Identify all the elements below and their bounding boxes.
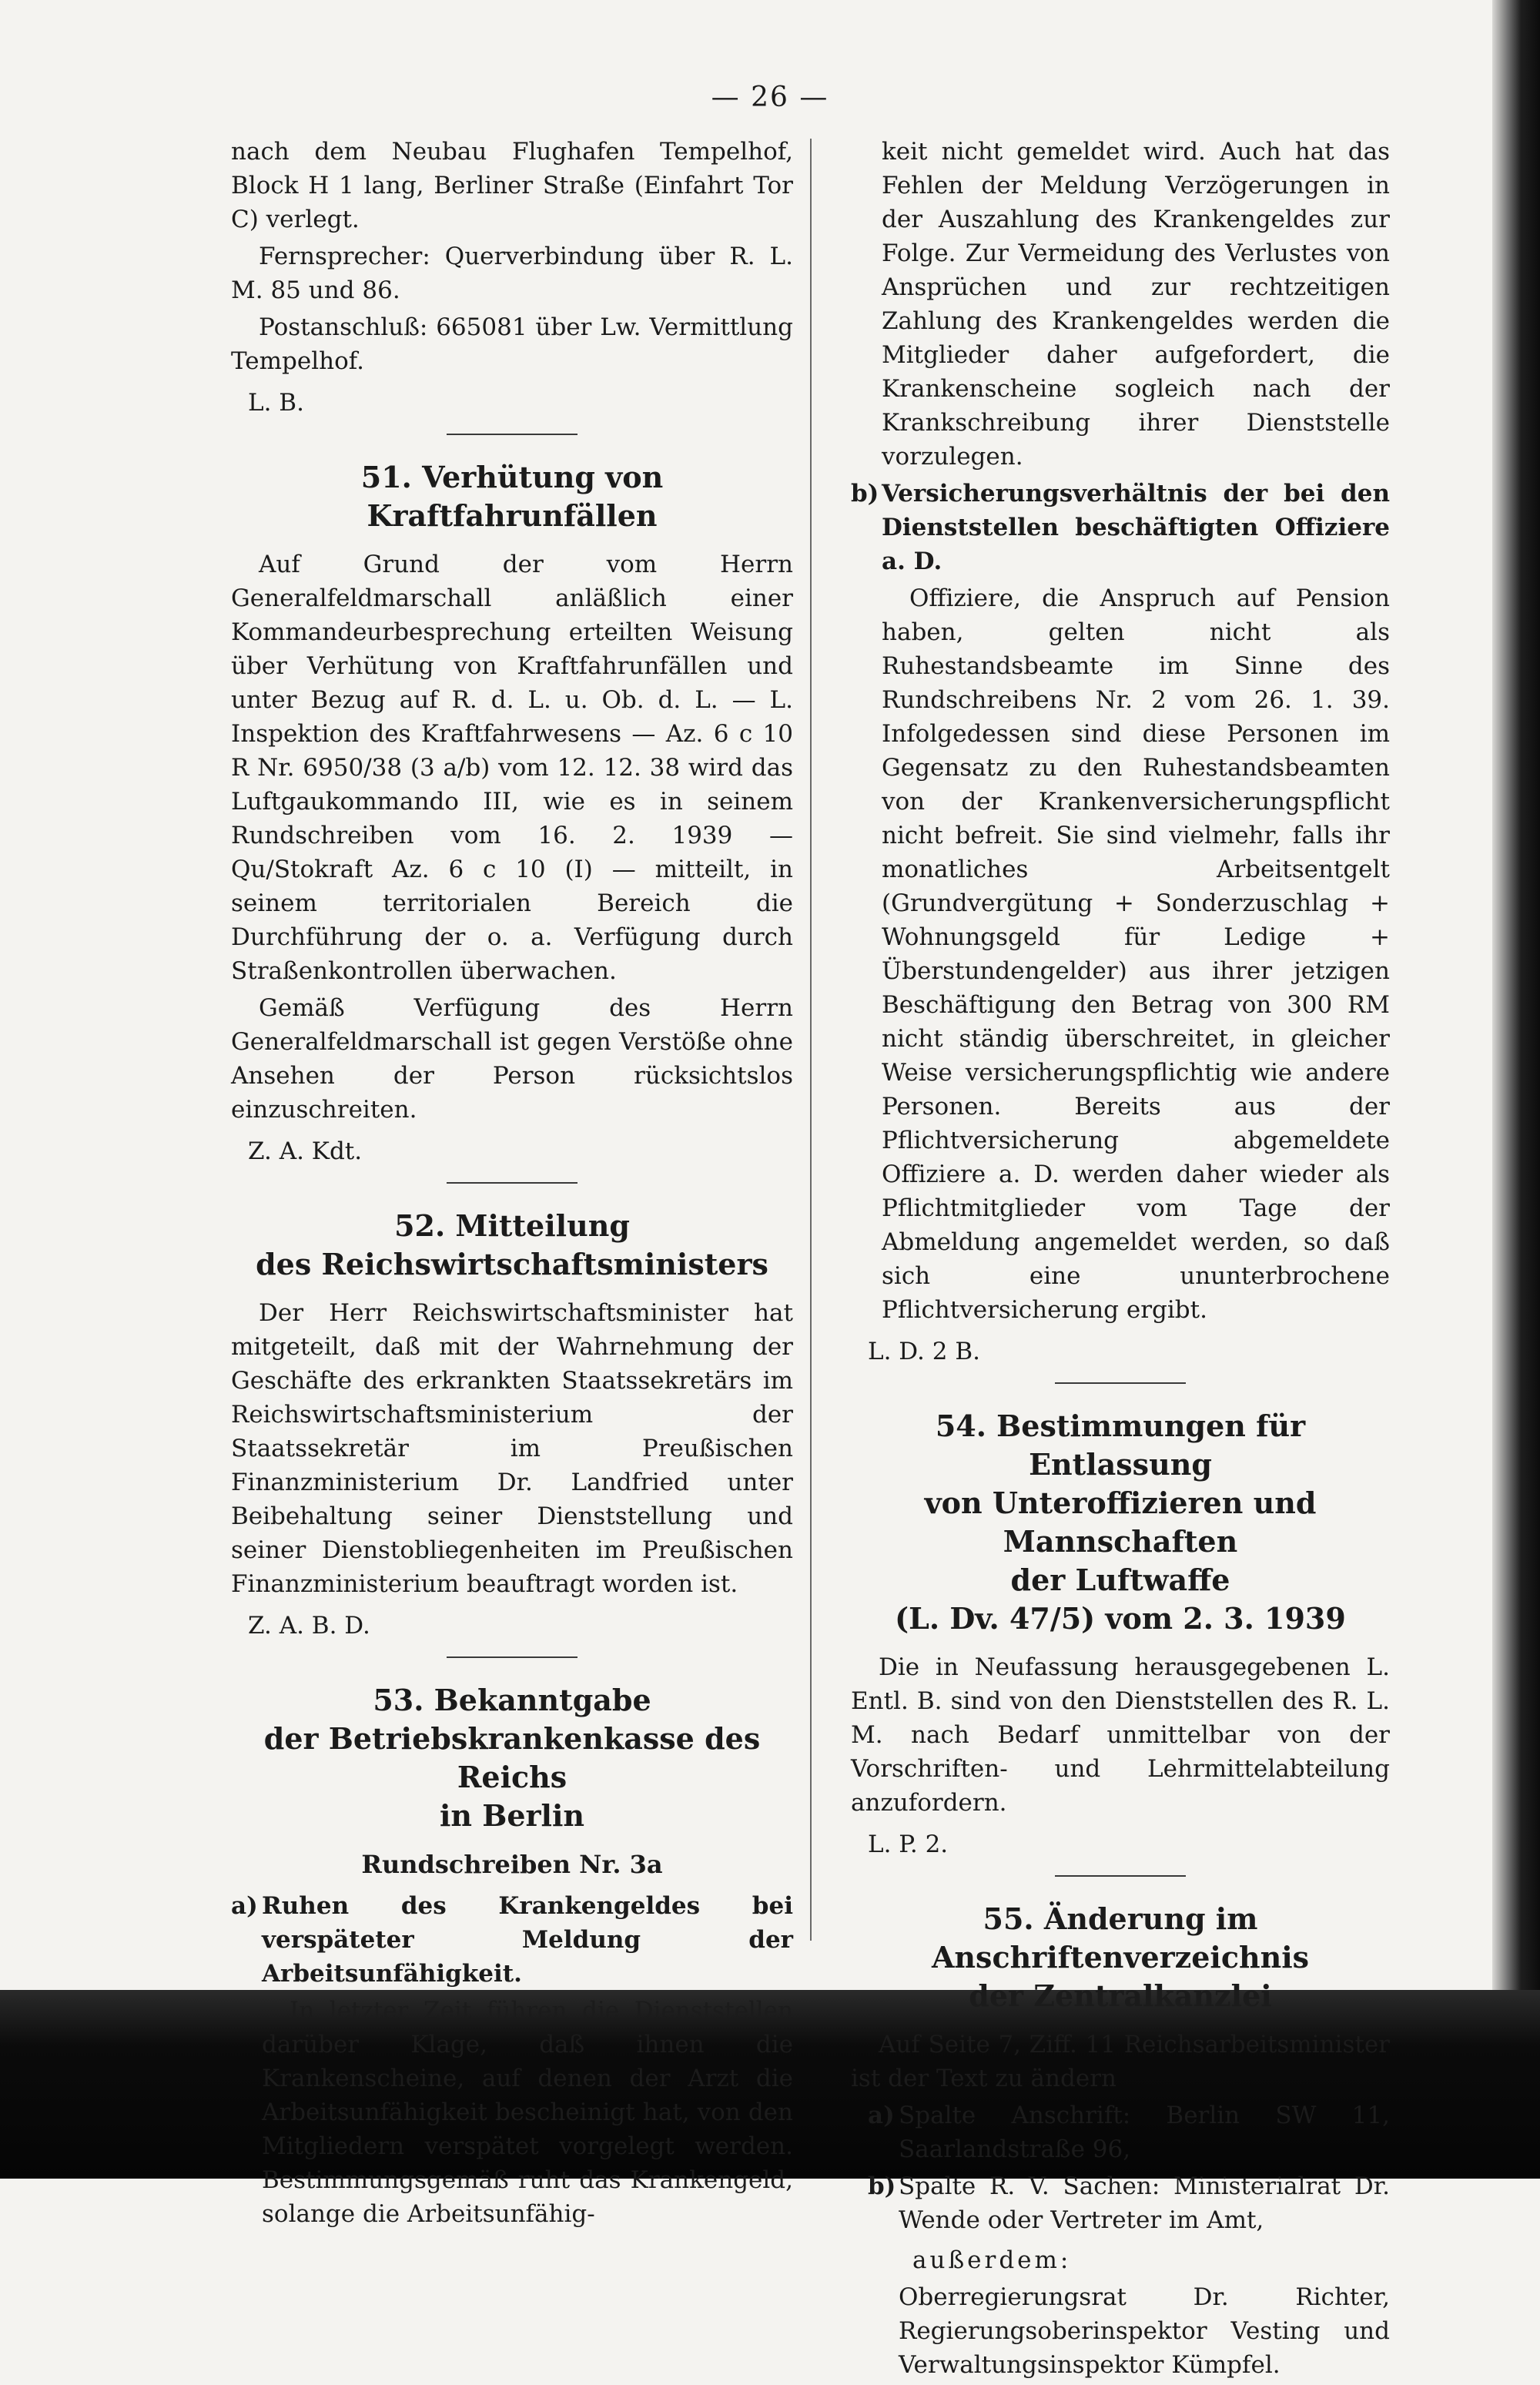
intro-paragraph-3: Postanschluß: 665081 über Lw. Vermittlung Tempelhof. (231, 313, 793, 375)
section-53-item-a-text: In letzter Zeit führen die Dienststellen darüber Klage, daß ihnen die Krankenscheine, auf denen der Arzt die Arbeitsunfähigkeit bescheinigt hat, von den Mitgliedern verspätet vorgelegt werden. Bestimmungsgemäß ruht das Krankengeld, solange die Arbeitsunfähig- (262, 1997, 793, 2228)
section-55-extra: Oberregierungsrat Dr. Richter, Regierungsoberinspektor Vesting und Verwaltungsinspektor Kümpfel. (899, 2283, 1390, 2379)
section-55-title-line-1: 55. Änderung im Anschriftenverzeichnis (931, 1901, 1310, 1975)
section-54-title-line-2: von Unteroffizieren und Mannschaften (924, 1486, 1317, 1559)
section-54-title (851, 1407, 1390, 1638)
section-53-signature: L. D. 2 B. (868, 1338, 980, 1365)
item-title: Versicherungsverhältnis der bei den Dienststellen beschäftigten Offiziere a. D. (882, 480, 1390, 575)
section-51-paragraph-2: Gemäß Verfügung des Herrn Generalfeldmarschall ist gegen Verstöße ohne Ansehen der Person rücksichtslos einzuschreiten. (231, 994, 793, 1124)
section-55-item-b (868, 2169, 1390, 2237)
section-rule (447, 434, 578, 435)
section-54-title-line-4: (L. Dv. 47/5) vom 2. 3. 1939 (895, 1601, 1346, 1636)
right-column (851, 135, 1390, 2385)
section-53-item-b (851, 477, 1390, 578)
section-rule (1055, 1382, 1186, 1384)
page-edge-shadow-right (1492, 0, 1540, 2002)
intro-paragraph-1: nach dem Neubau Flughafen Tempelhof, Block H 1 lang, Berliner Straße (Einfahrt Tor C) verlegt. (231, 138, 793, 233)
intro-signature: L. B. (248, 389, 304, 417)
intro-paragraph-2: Fernsprecher: Querverbindung über R. L. M. 85 und 86. (231, 243, 793, 304)
section-53-title (231, 1681, 793, 1835)
section-51-title: 51. Verhütung von Kraftfahrunfällen (360, 460, 664, 533)
section-52-title (231, 1207, 793, 1284)
item-label: b) (851, 480, 879, 507)
section-55-title-line-2: der Zentralkanzlei (969, 1978, 1272, 2013)
item-label: a) (868, 2102, 895, 2129)
section-53-title-line-3: in Berlin (439, 1798, 585, 1833)
section-54-title-line-1: 54. Bestimmungen für Entlassung (935, 1409, 1306, 1482)
section-53-title-line-1: 53. Bekanntgabe (373, 1683, 651, 1717)
section-53-continuation: keit nicht gemeldet wird. Auch hat das Fehlen der Meldung Verzögerungen in der Auszahlung des Krankengeldes zur Folge. Zur Vermeidung des Verlustes von Ansprüchen und zur rechtzeitigen Zahlung des Krankengeldes werden die Mitglieder daher aufgefordert, die Krankenscheine sogleich nach der Krankschreibung ihrer Dienststelle vorzulegen. (882, 138, 1390, 471)
section-53-subtitle: Rundschreiben Nr. 3a (361, 1850, 663, 1879)
section-55-item-a (868, 2099, 1390, 2166)
section-55-title (851, 1900, 1390, 2015)
section-54-paragraph-1: Die in Neufassung herausgegebenen L. Entl. B. sind von den Dienststellen des R. L. M. nach Bedarf unmittelbar von der Vorschriften- und Lehrmittelabteilung anzufordern. (851, 1653, 1390, 1817)
item-text: Spalte R. V. Sachen: Ministerialrat Dr. Wende oder Vertreter im Amt, (899, 2172, 1390, 2234)
item-label: b) (868, 2172, 896, 2200)
section-rule (447, 1182, 578, 1184)
section-53-item-b-text: Offiziere, die Anspruch auf Pension haben, gelten nicht als Ruhestandsbeamte im Sinne des Rundschreibens Nr. 2 vom 26. 1. 39. Infolgedessen sind diese Personen im Gegensatz zu den Ruhestandsbeamten von der Krankenversicherungspflicht nicht befreit. Sie sind vielmehr, falls ihr monatliches Arbeitsentgelt (Grundvergütung + Sonderzuschlag + Wohnungsgeld für Ledige + Überstundengelder) aus ihrer jetzigen Beschäftigung den Betrag von 300 RM nicht ständig überschreitet, in gleicher Weise versicherungspflichtig wie andere Personen. Bereits aus der Pflichtversicherung abgemeldete Offiziere a. D. werden daher wieder als Pflichtmitglieder vom Tage der Abmeldung angemeldet werden, so daß sich eine ununterbrochene Pflichtversicherung ergibt. (882, 585, 1390, 1324)
item-title: Ruhen des Krankengeldes bei verspäteter Meldung der Arbeitsunfähigkeit. (262, 1892, 793, 1988)
left-column (231, 135, 793, 2234)
section-54-signature: L. P. 2. (868, 1831, 949, 1858)
section-rule (447, 1656, 578, 1658)
item-text: Spalte Anschrift: Berlin SW 11, Saarlandstraße 96, (899, 2102, 1390, 2163)
section-55-paragraph-1: Auf Seite 7, Ziff. 11 Reichsarbeitsminister ist der Text zu ändern (851, 2031, 1390, 2092)
item-label: a) (231, 1892, 258, 1920)
section-53-item-a (231, 1889, 793, 1991)
section-52-title-line-1: 52. Mitteilung (394, 1208, 630, 1243)
section-51-paragraph-1: Auf Grund der vom Herrn Generalfeldmarschall anläßlich einer Kommandeurbesprechung erteilten Weisung über Verhütung von Kraftfahrunfällen und unter Bezug auf R. d. L. u. Ob. d. L. — L. Inspektion des Kraftfahrwesens — Az. 6 c 10 R Nr. 6950/38 (3 a/b) vom 12. 12. 38 wird das Luftgaukommando III, wie es in seinem Rundschreiben vom 16. 2. 1939 — Qu/Stokraft Az. 6 c 10 (I) — mitteilt, in seinem territorialen Bereich die Durchführung der o. a. Verfügung durch Straßenkontrollen überwachen. (231, 551, 793, 985)
column-divider (810, 139, 812, 1941)
section-52-paragraph-1: Der Herr Reichswirtschaftsminister hat mitgeteilt, daß mit der Wahrnehmung der Geschäfte des erkrankten Staatssekretärs im Reichswirtschaftsministerium der Staatssekretär im Preußischen Finanzministerium Dr. Landfried unter Beibehaltung seiner Dienststellung und seiner Dienstobliegenheiten im Preußischen Finanzministerium beauftragt worden ist. (231, 1299, 793, 1598)
section-54-title-line-3: der Luftwaffe (1010, 1563, 1230, 1597)
section-rule (1055, 1875, 1186, 1877)
section-52-signature: Z. A. B. D. (248, 1612, 370, 1640)
section-51-signature: Z. A. Kdt. (248, 1137, 363, 1165)
page-number: — 26 — (711, 82, 829, 113)
section-52-title-line-2: des Reichswirtschaftsministers (256, 1247, 768, 1281)
section-53-title-line-2: der Betriebskrankenkasse des Reichs (263, 1721, 761, 1794)
section-55-ausserdem: außerdem: (912, 2246, 1072, 2274)
